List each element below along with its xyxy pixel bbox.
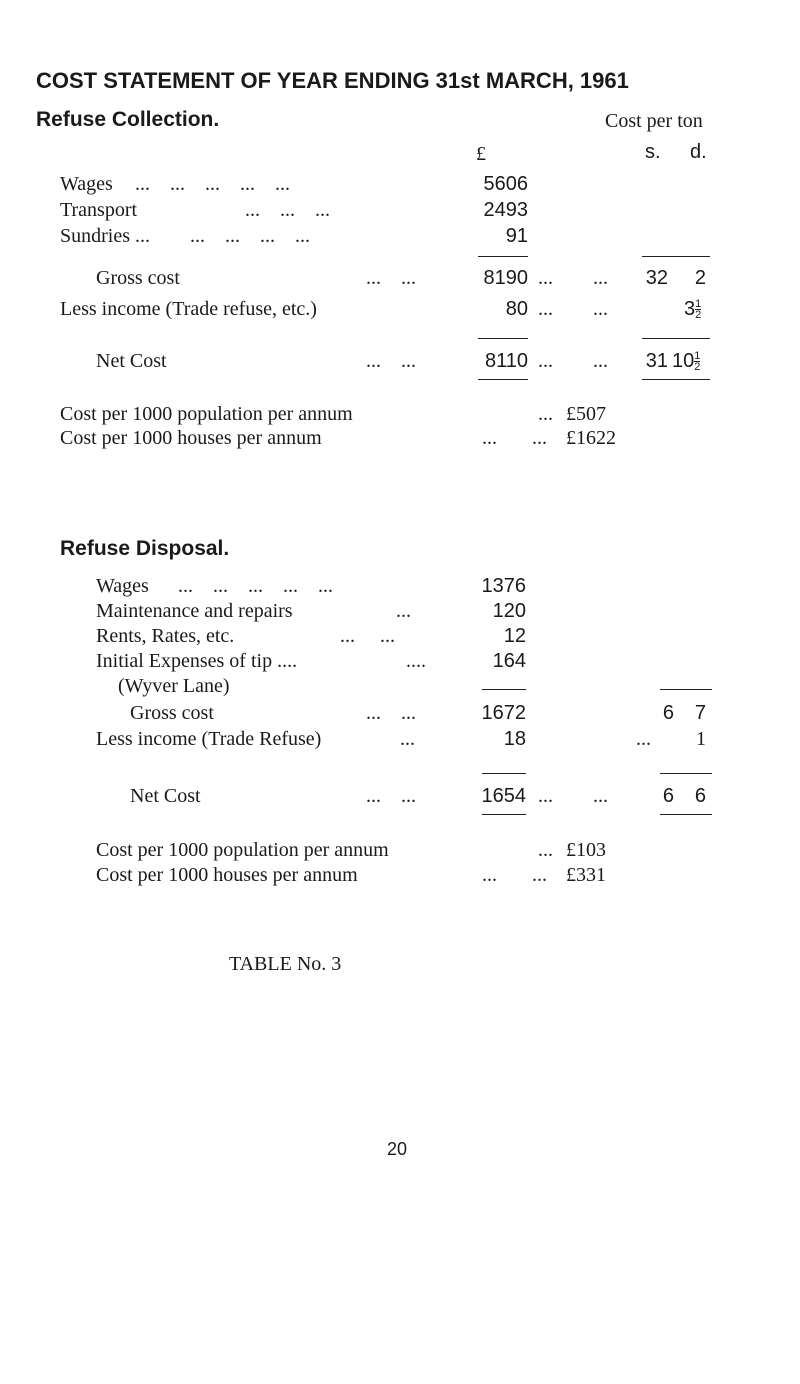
disposal-per-pop-value: £103 bbox=[566, 839, 606, 861]
leader-dots: ... bbox=[538, 839, 553, 861]
pound-column-header: £ bbox=[476, 143, 486, 165]
sum-rule bbox=[478, 379, 528, 380]
disposal-net-shillings: 6 bbox=[662, 785, 674, 807]
disposal-less-pence: 1 bbox=[696, 728, 706, 750]
leader-dots: ... bbox=[636, 728, 651, 750]
page-number: 20 bbox=[387, 1139, 408, 1159]
collection-gross-shillings: 32 bbox=[645, 267, 668, 289]
disposal-net-value: 1654 bbox=[481, 785, 526, 807]
disposal-item-label: Wages bbox=[96, 575, 149, 597]
collection-item-label: Sundries ... bbox=[60, 225, 150, 247]
collection-per-house-label: Cost per 1000 houses per annum bbox=[60, 427, 322, 449]
disposal-net-label: Net Cost bbox=[130, 785, 201, 807]
disposal-gross-shillings: 6 bbox=[662, 702, 674, 724]
page-title: COST STATEMENT OF YEAR ENDING 31st MARCH, 1961 bbox=[36, 68, 629, 93]
pence-column-header: d. bbox=[690, 141, 707, 163]
sum-rule bbox=[642, 256, 710, 257]
disposal-item-value: 120 bbox=[492, 600, 526, 622]
leader-dots: ... ... bbox=[538, 267, 608, 289]
collection-item-label: Wages bbox=[60, 173, 113, 195]
sum-rule bbox=[660, 814, 712, 815]
sum-rule bbox=[642, 379, 710, 380]
sum-rule bbox=[482, 814, 526, 815]
sum-rule bbox=[478, 256, 528, 257]
disposal-gross-label: Gross cost bbox=[130, 702, 214, 724]
disposal-gross-value: 1672 bbox=[481, 702, 526, 724]
disposal-per-pop-label: Cost per 1000 population per annum bbox=[96, 839, 389, 861]
collection-gross-value: 8190 bbox=[483, 267, 528, 289]
disposal-item-label: Maintenance and repairs bbox=[96, 600, 293, 622]
leader-dots: ... ... ... ... ... bbox=[135, 173, 290, 195]
disposal-tip-sub-label: (Wyver Lane) bbox=[118, 675, 230, 697]
leader-dots: ... ... ... ... ... bbox=[178, 575, 333, 597]
sum-rule bbox=[478, 338, 528, 339]
leader-dots: ... ... bbox=[366, 785, 416, 807]
collection-net-value: 8110 bbox=[484, 350, 528, 372]
sum-rule bbox=[660, 689, 712, 690]
leader-dots: ... ... bbox=[366, 702, 416, 724]
collection-item-label: Transport bbox=[60, 199, 138, 221]
collection-less-pence: 3 $\frac{1}{2}$ bbox=[684, 298, 702, 322]
collection-net-label: Net Cost bbox=[96, 350, 167, 372]
leader-dots: ... ... ... ... bbox=[190, 225, 310, 247]
shillings-column-header: s. bbox=[645, 141, 661, 163]
disposal-item-value: 1376 bbox=[481, 575, 526, 597]
collection-item-value: 91 bbox=[505, 225, 528, 247]
disposal-heading: Refuse Disposal. bbox=[60, 537, 230, 560]
table-label: TABLE No. 3 bbox=[229, 953, 342, 975]
leader-dots: ... bbox=[538, 403, 553, 425]
leader-dots: ... ... ... bbox=[245, 199, 330, 221]
collection-per-house-value: £1622 bbox=[566, 427, 616, 449]
collection-heading: Refuse Collection. bbox=[36, 108, 220, 131]
sum-rule bbox=[642, 338, 710, 339]
leader-dots: ... bbox=[396, 600, 411, 622]
collection-net-pence: 10 $\frac{1}{2}$ bbox=[672, 350, 701, 374]
collection-net-shillings: 31 bbox=[645, 350, 668, 372]
leader-dots: ... ... bbox=[340, 625, 395, 647]
disposal-per-house-label: Cost per 1000 houses per annum bbox=[96, 864, 358, 886]
disposal-item-label: Rents, Rates, etc. bbox=[96, 625, 235, 647]
collection-item-value: 2493 bbox=[483, 199, 528, 221]
leader-dots: ... ... bbox=[538, 298, 608, 320]
collection-per-pop-label: Cost per 1000 population per annum bbox=[60, 403, 353, 425]
disposal-item-label: Initial Expenses of tip .... bbox=[96, 650, 298, 672]
leader-dots: ... bbox=[400, 728, 415, 750]
collection-less-value: 80 bbox=[505, 298, 528, 320]
collection-gross-label: Gross cost bbox=[96, 267, 180, 289]
disposal-gross-pence: 7 bbox=[694, 702, 706, 724]
sum-rule bbox=[482, 773, 526, 774]
collection-per-pop-value: £507 bbox=[566, 403, 606, 425]
sum-rule bbox=[660, 773, 712, 774]
collection-item-value: 5606 bbox=[483, 173, 528, 195]
collection-gross-pence: 2 bbox=[694, 267, 706, 289]
leader-dots: ... ... bbox=[482, 427, 547, 449]
leader-dots: ... ... bbox=[366, 350, 416, 372]
disposal-item-value: 12 bbox=[503, 625, 526, 647]
leader-dots: ... ... bbox=[538, 785, 608, 807]
sum-rule bbox=[482, 689, 526, 690]
disposal-less-value: 18 bbox=[503, 728, 526, 750]
disposal-less-label: Less income (Trade Refuse) bbox=[96, 728, 322, 750]
cost-per-ton-label: Cost per ton bbox=[605, 110, 703, 132]
leader-dots: ... ... bbox=[482, 864, 547, 886]
disposal-per-house-value: £331 bbox=[566, 864, 606, 886]
leader-dots: ... ... bbox=[538, 350, 608, 372]
leader-dots: .... bbox=[406, 650, 426, 672]
leader-dots: ... ... bbox=[366, 267, 416, 289]
collection-less-label: Less income (Trade refuse, etc.) bbox=[60, 298, 317, 320]
disposal-item-value: 164 bbox=[492, 650, 526, 672]
disposal-net-pence: 6 bbox=[694, 785, 706, 807]
